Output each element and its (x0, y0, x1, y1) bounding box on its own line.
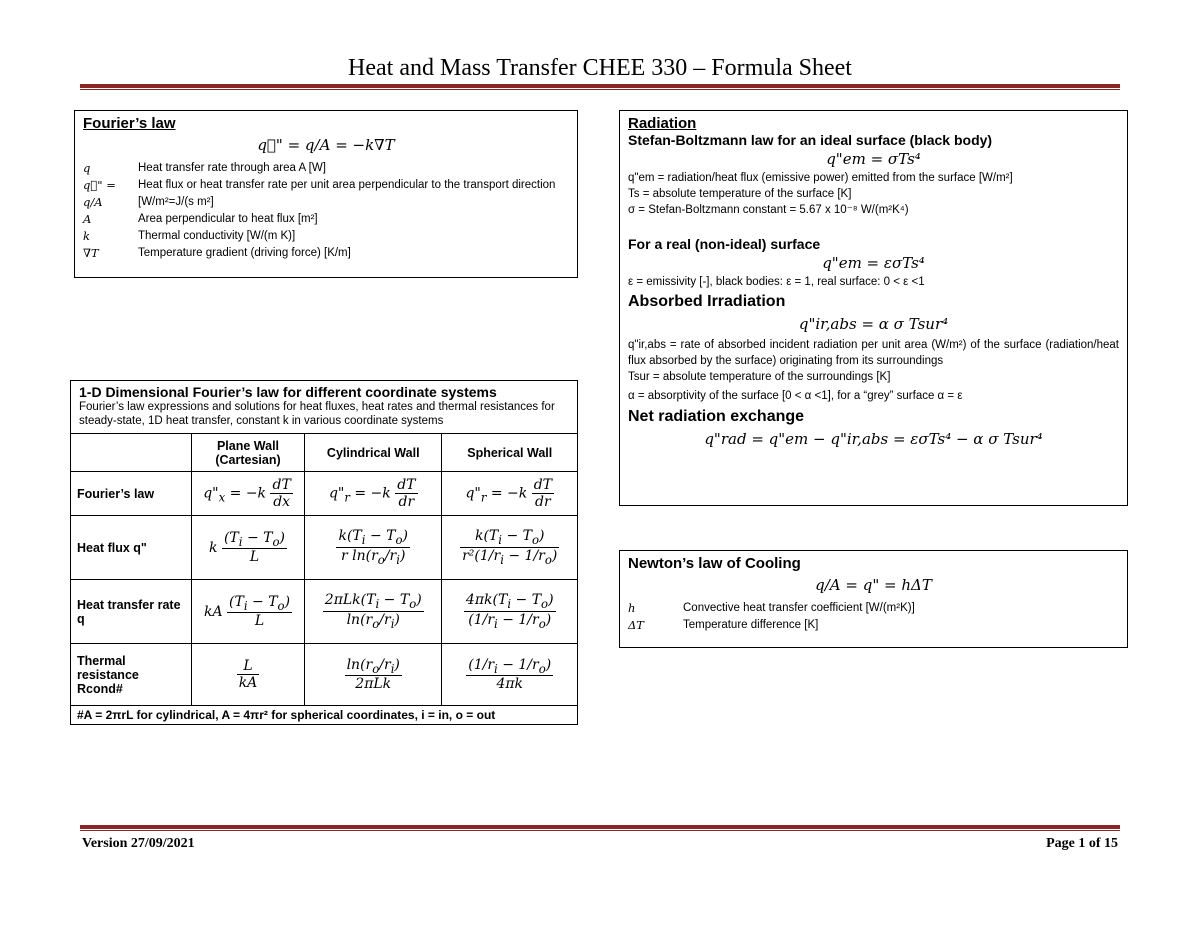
absorbed-irradiation-equation: q"ir,abs = α σ Tsur⁴ (798, 315, 949, 333)
def-desc: Thermal conductivity [W/(m K)] (138, 230, 296, 242)
def-symbol: q (83, 161, 91, 175)
def-symbol: ∇T (83, 246, 99, 260)
def-symbol: ΔT (628, 618, 644, 632)
def-symbol: q⃗" = q/A (83, 178, 116, 209)
formula-cell: $\frac{(1/r_i - 1/r_o)}{4\pi k}$ (442, 644, 578, 706)
net-radiation-equation: q"rad = q"em − q"ir,abs = εσTs⁴ − α σ Tsur⁴ (704, 430, 1043, 448)
def-symbol: h (628, 601, 636, 615)
sb-def: q"em = radiation/heat flux (emissive power) emitted from the surface [W/m²] (628, 172, 1013, 184)
absorbed-irradiation-title: Absorbed Irradiation (628, 293, 786, 310)
fourier-def-row (83, 228, 569, 245)
formula-cell: $\frac{L}{kA}$ (192, 644, 305, 706)
header-divider-thin (80, 89, 1120, 90)
newton-box (619, 550, 1128, 648)
net-radiation-title: Net radiation exchange (628, 408, 805, 425)
sb-def: σ = Stefan-Boltzmann constant = 5.67 x 10⁻⁸ W/(m²K⁴) (628, 204, 909, 216)
page-number: Page 1 of 15 (1046, 836, 1118, 851)
def-desc: Heat transfer rate through area A [W] (138, 162, 326, 174)
formula-cell: $q"_r = -k$ $\frac{dT}{dr}$ (442, 472, 578, 516)
table-footnote: #A = 2πrL for cylindrical, A = 4πr² for spherical coordinates, i = in, o = out (71, 706, 578, 725)
col-header-spherical: Spherical Wall (442, 434, 578, 472)
newton-equation: q/A = q" = hΔT (815, 576, 932, 594)
stefan-boltzmann-equation: q"em = σTs⁴ (826, 150, 921, 168)
fourier-box (74, 110, 578, 278)
row-label-rate: Heat transfer rate q (71, 580, 192, 644)
abs-def: α = absorptivity of the surface [0 < α <1], for a “grey” surface α = ε (628, 390, 963, 402)
sb-def: Ts = absolute temperature of the surface [K] (628, 188, 852, 200)
newton-def-row (628, 600, 1119, 617)
footer-divider-thin (80, 830, 1120, 831)
coord-subtitle: Fourier’s law expressions and solutions for heat fluxes, heat rates and thermal resistances for steady-state, 1D heat transfer, constant k in various coordinate systems (79, 401, 555, 427)
formula-cell: $q"_r = -k$ $\frac{dT}{dr}$ (305, 472, 442, 516)
def-desc: Temperature gradient (driving force) [K/m] (138, 247, 351, 259)
stefan-boltzmann-title: Stefan-Boltzmann law for an ideal surface (black body) (628, 132, 993, 148)
formula-cell: $\frac{k(T_i - T_o)}{r^2(1/r_i - 1/r_o)}$ (442, 516, 578, 580)
def-symbol: k (83, 229, 90, 243)
abs-def: Tsur = absolute temperature of the surroundings [K] (628, 371, 891, 383)
def-desc: Area perpendicular to heat flux [m²] (138, 213, 318, 225)
formula-cell: $q"_x = -k$ $\frac{dT}{dx}$ (192, 472, 305, 516)
formula-cell: $\frac{k(T_i - T_o)}{r \ln(r_o/r_i)}$ (305, 516, 442, 580)
formula-cell: $\frac{2\pi Lk(T_i - T_o)}{\ln(r_o/r_i)}$ (305, 580, 442, 644)
col-header-cylindrical: Cylindrical Wall (305, 434, 442, 472)
header-divider (80, 84, 1120, 88)
coord-title: 1-D Dimensional Fourier’s law for different coordinate systems (79, 384, 497, 400)
formula-cell: $\frac{\ln(r_o/r_i)}{\text{2πLk}}$ (305, 644, 442, 706)
row-label-resistance: Thermal resistance Rcond# (71, 644, 192, 706)
coord-table (70, 433, 578, 725)
def-desc: Convective heat transfer coefficient [W/(m²K)] (683, 602, 915, 614)
real-surface-title: For a real (non-ideal) surface (628, 236, 821, 252)
fourier-def-row (83, 177, 569, 211)
newton-title: Newton’s law of Cooling (628, 555, 801, 572)
fourier-def-row (83, 245, 569, 262)
fourier-def-row (83, 211, 569, 228)
col-header-plane: Plane Wall (Cartesian) (192, 434, 305, 472)
formula-cell: $\frac{4\pi k(T_i - T_o)}{(1/r_i - 1/r_o)}$ (442, 580, 578, 644)
row-label-fourier: Fourier’s law (71, 472, 192, 516)
radiation-title: Radiation (628, 115, 697, 132)
fourier-def-row (83, 160, 569, 177)
formula-cell: kA $\frac{(T_i - T_o)}{L}$ (192, 580, 305, 644)
formula-cell: k $\frac{(T_i - T_o)}{L}$ (192, 516, 305, 580)
def-desc: Heat flux or heat transfer rate per unit area perpendicular to the transport direction [W/m²=J/(s m²] (138, 179, 556, 208)
page-title: Heat and Mass Transfer CHEE 330 – Formula Sheet (348, 55, 852, 81)
row-label-flux: Heat flux q" (71, 516, 192, 580)
newton-def-row (628, 617, 1119, 634)
emissivity-def: ε = emissivity [-], black bodies: ε = 1, real surface: 0 < ε <1 (628, 276, 925, 288)
fourier-equation: q⃗" = q/A = −k∇T (257, 136, 395, 154)
real-surface-equation: q"em = εσTs⁴ (822, 254, 925, 272)
fourier-title: Fourier’s law (83, 115, 176, 132)
version-label: Version 27/09/2021 (82, 836, 195, 851)
radiation-box (619, 110, 1128, 506)
def-desc: Temperature difference [K] (683, 619, 819, 631)
coord-header-box (70, 380, 578, 434)
def-symbol: A (83, 212, 92, 226)
abs-def: q"ir,abs = rate of absorbed incident radiation per unit area (W/m²) of the surface (radiation/heat flux absorbed by the surface) originating from its surroundings (628, 339, 1119, 367)
footer-divider (80, 825, 1120, 829)
table-corner (71, 434, 192, 472)
